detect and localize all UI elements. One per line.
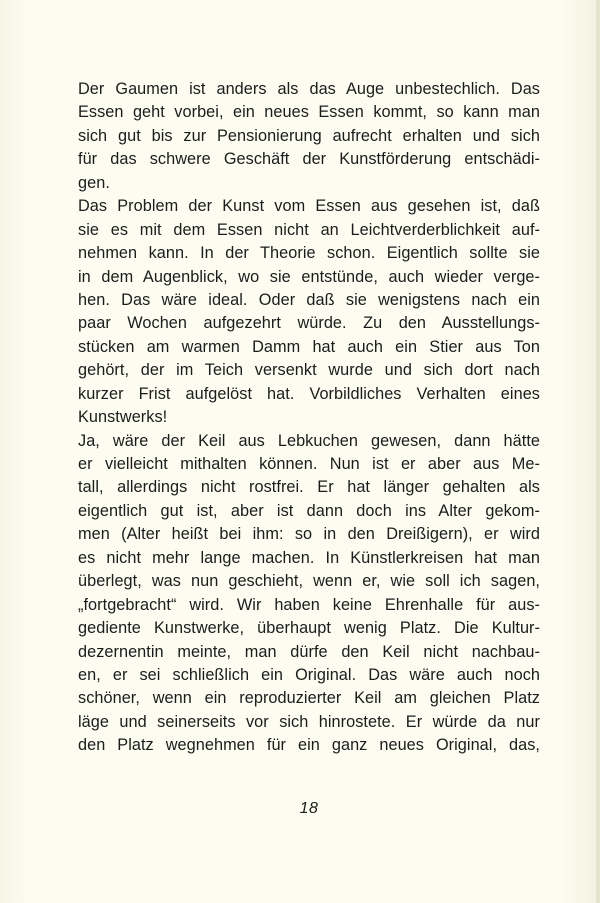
text-line: sich gut bis zur Pensionierung aufrecht erhalten und sich	[78, 126, 540, 145]
text-line: Essen geht vorbei, ein neues Essen kommt, so kann man	[78, 103, 540, 122]
text-line: eigentlich gut ist, aber ist dann doch ins Alter gekom-	[78, 501, 540, 520]
text-line: kurzer Frist aufgelöst hat. Vorbildliches Verhalten eines	[78, 384, 540, 403]
text-line: en, er sei schließlich ein Original. Das wäre auch noch	[78, 665, 540, 684]
text-line: dezernentin meinte, man dürfe den Keil nicht nachbau-	[78, 642, 540, 661]
text-line: tall, allerdings nicht rostfrei. Er hat länger gehalten als	[78, 478, 540, 497]
page-number: 18	[299, 800, 319, 817]
text-line: gehört, der im Teich versenkt wurde und sich dort nach	[78, 361, 540, 380]
text-line: es nicht mehr lange machen. In Künstlerkreisen hat man	[78, 548, 540, 567]
text-line: „fortgebracht“ wird. Wir haben keine Ehrenhalle für aus-	[78, 595, 540, 614]
text-line: hen. Das wäre ideal. Oder daß sie wenigstens nach ein	[78, 290, 540, 309]
text-line: stücken am warmen Damm hat auch ein Stier aus Ton	[78, 337, 540, 356]
text-line: Der Gaumen ist anders als das Auge unbestechlich. Das	[78, 80, 540, 98]
text-line: überlegt, was nun geschieht, wenn er, wie soll ich sagen,	[78, 572, 540, 591]
text-line: in dem Augenblick, wo sie entstünde, auch wieder verge-	[78, 267, 540, 286]
text-line: Ja, wäre der Keil aus Lebkuchen gewesen, dann hätte	[78, 431, 540, 450]
text-line: Das Problem der Kunst vom Essen aus gesehen ist, daß	[78, 197, 540, 216]
page-edge-shadow	[596, 0, 600, 903]
text-line: läge und seinerseits vor sich hinrostete. Er würde da nur	[78, 712, 540, 731]
text-line: paar Wochen aufgezehrt würde. Zu den Ausstellungs-	[78, 314, 540, 333]
text-line: men (Alter heißt bei ihm: so in den Dreißigern), er wird	[78, 525, 540, 544]
text-line: sie es mit dem Essen nicht an Leichtverderblichkeit auf-	[78, 220, 540, 239]
text-line: Kunstwerks!	[78, 408, 168, 427]
text-line: für das schwere Geschäft der Kunstförderung entschädi-	[78, 150, 540, 169]
text-line: schöner, wenn ein reproduzierter Keil am gleichen Platz	[78, 689, 540, 708]
body-text	[78, 78, 540, 758]
text-line: gediente Kunstwerke, überhaupt wenig Platz. Die Kultur-	[78, 619, 540, 638]
text-line: er vielleicht mithalten können. Nun ist er aber aus Me-	[78, 455, 540, 473]
text-line: gen.	[78, 173, 110, 192]
text-line: den Platz wegnehmen für ein ganz neues Original, das,	[78, 736, 540, 755]
text-line: nehmen kann. In der Theorie schon. Eigentlich sollte sie	[78, 244, 540, 263]
